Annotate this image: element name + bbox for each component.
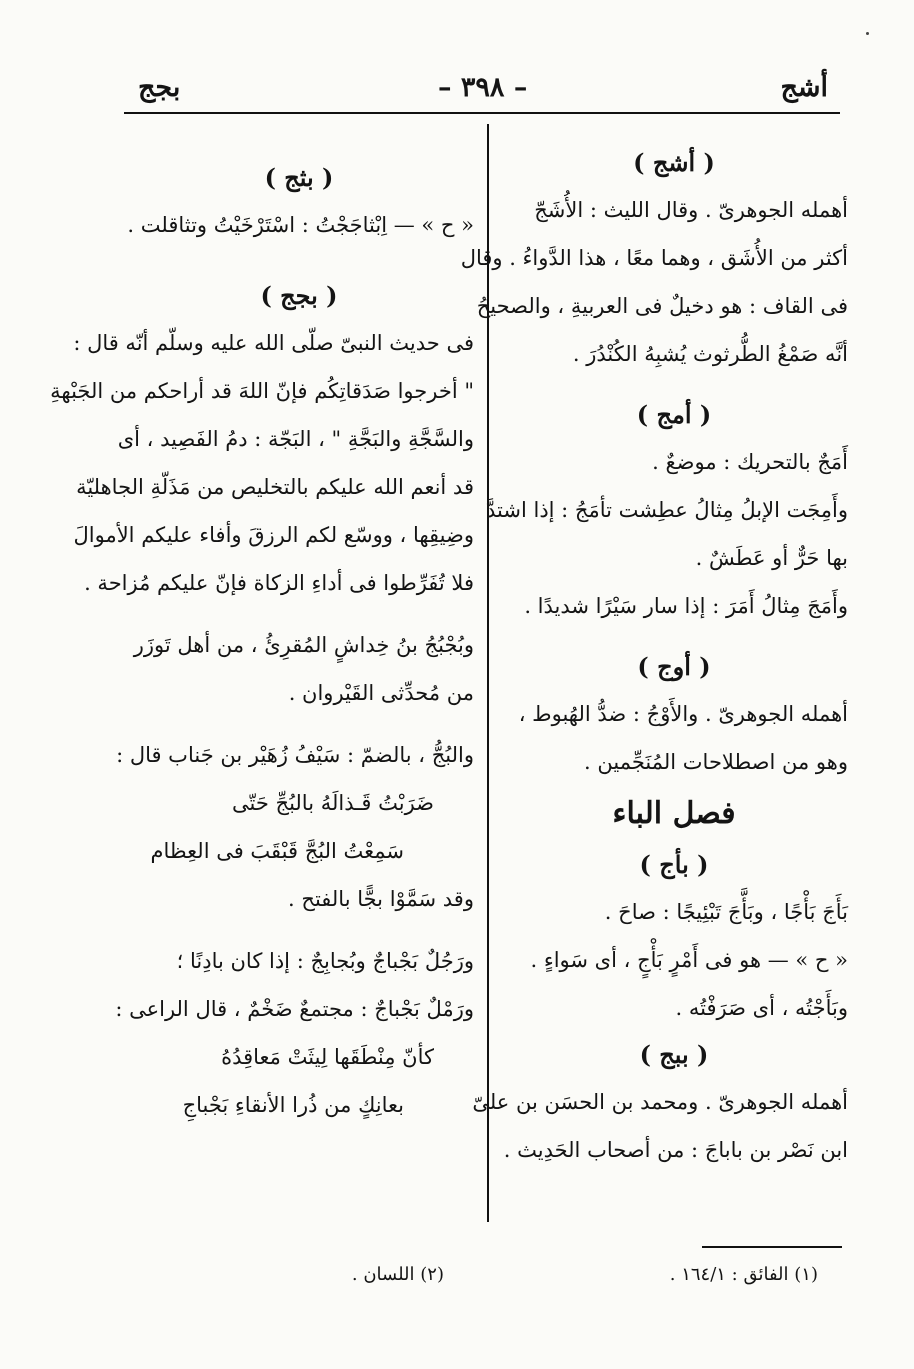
entry-head: ( بثج ): [264, 163, 334, 192]
speck: [866, 32, 869, 35]
text-line: قد أنعم الله عليكم بالتخليص من مَذَلّةِ الجاهليّة: [76, 475, 474, 499]
entry-head: ( ببج ): [639, 1040, 709, 1069]
text-line: وأَمَجَ مِثالُ أَمَرَ : إذا سار سَيْرًا شديدًا .: [524, 594, 848, 618]
text-line: وأَمِجَت الإبلُ مِثالُ عطِشت تأمَجُ : إذا اشتدَّ: [486, 498, 848, 522]
entry-head: ( أوج ): [637, 652, 711, 681]
text-line: أهمله الجوهرىّ . وقال الليث : الأُشَجّ: [534, 198, 848, 222]
page-header: [120, 72, 840, 112]
text-line: وضِيقِها ، ووسّع لكم الرزقَ وأفاء عليكم الأموالَ: [73, 523, 474, 547]
text-line: أهمله الجوهرىّ . والأَوْجُ : ضدُّ الهُبوط ،: [518, 702, 848, 726]
section-title: فصل الباء: [612, 796, 736, 831]
text-line: أهمله الجوهرىّ . ومحمد بن الحسَن بن علىّ: [472, 1090, 848, 1114]
text-line: " أخرجوا صَدَقاتِكُم فإنّ اللهَ قد أراحكم من الجَبْهةِ: [50, 379, 474, 403]
footnote-right: (١) الفائق : ١٦٤/١ .: [669, 1264, 818, 1285]
text-line: والسَّجَّةِ والبَجَّةِ " ، البَجّة : دمُ الفَصِيد ، أى: [117, 427, 474, 451]
verse-line: كأنّ مِنْطَقَها لِيثَتْ مَعاقِدُهُ: [221, 1045, 434, 1069]
verse-line: بعانِكٍ من ذُرا الأنقاءِ بَجْباجِ: [182, 1093, 404, 1117]
verse-line: ضَرَبْتُ قَـذالَهُ بالبُجِّ حَتّى: [232, 791, 434, 815]
footnote-left: (٢) اللسان .: [351, 1264, 444, 1285]
text-line: وبَأَجْتُه ، أى صَرَفْتُه .: [675, 996, 848, 1020]
entry-head: ( أمج ): [636, 400, 712, 429]
footnote-rule: [702, 1246, 842, 1248]
text-line: « ح » — اِبْثاجَجْتُ : اسْتَرْخَيْتُ وتثاقلت .: [127, 213, 474, 237]
entry-head: ( أشج ): [633, 148, 715, 177]
text-line: أَمَجٌ بالتحريك : موضعٌ .: [652, 450, 848, 474]
text-line: ابن نَصْر بن باباجَ : من أصحاب الحَدِيث .: [503, 1138, 848, 1162]
text-line: وبُجْبُجُ بنُ خِداشٍ المُقرِئُ ، من أهل تَوزَر: [133, 633, 474, 657]
verse-line: سَمِعْتُ البُجَّ قَبْقَبَ فى العِظام: [150, 839, 404, 863]
text-line: فى القاف : هو دخيلٌ فى العربيةِ ، والصحيحُ: [476, 294, 848, 318]
text-line: وهو من اصطلاحات المُنَجِّمين .: [584, 750, 848, 774]
text-line: فلا تُفَرِّطوا فى أداءِ الزكاة فإنّ عليكم مُزاحة .: [84, 571, 474, 595]
text-line: بها حَرٌّ أو عَطَشٌ .: [695, 546, 848, 570]
right-column: [460, 140, 848, 1174]
header-left-word: بجج: [138, 72, 181, 103]
text-line: ورَمْلٌ بَجْباجٌ : مجتمعٌ ضَخْمٌ ، قال الراعى :: [115, 997, 474, 1021]
page-number: – ٣٩٨ –: [438, 72, 528, 103]
text-line: بَأَجَ بَأْجًا ، وبَأَّجَ تَبْئِيجًا : صاحَ .: [604, 900, 848, 924]
text-line: من مُحدِّثى القَيْروان .: [288, 681, 474, 705]
text-line: والبُجُّ ، بالضمّ : سَيْفُ زُهَيْر بن جَناب قال :: [116, 743, 474, 767]
text-line: فى حديث النبىّ صلّى الله عليه وسلّم أنّه قال :: [73, 331, 474, 355]
header-right-word: أشج: [780, 72, 828, 103]
text-line: وقد سَمَّوْا بجًّا بالفتح .: [288, 887, 474, 911]
text-line: أنَّه صَمْغُ الطُّرثوث يُشبِهُ الكُنْدُرَ .: [572, 342, 848, 366]
entry-head: ( بجج ): [260, 281, 338, 310]
text-line: « ح » — هو فى أَمْرٍ بَأْجٍ ، أى سَواءٍ .: [530, 948, 848, 972]
text-line: أكثر من الأُشَق ، وهما معًا ، هذا الدَّواءُ . وقال: [460, 246, 848, 270]
entry-head: ( بأج ): [639, 850, 709, 879]
text-line: ورَجُلٌ بَجْباجٌ وبُجابِجٌ : إذا كان بادِنًا ؛: [176, 949, 474, 973]
left-column: [50, 155, 474, 1129]
header-rule: [124, 112, 840, 114]
